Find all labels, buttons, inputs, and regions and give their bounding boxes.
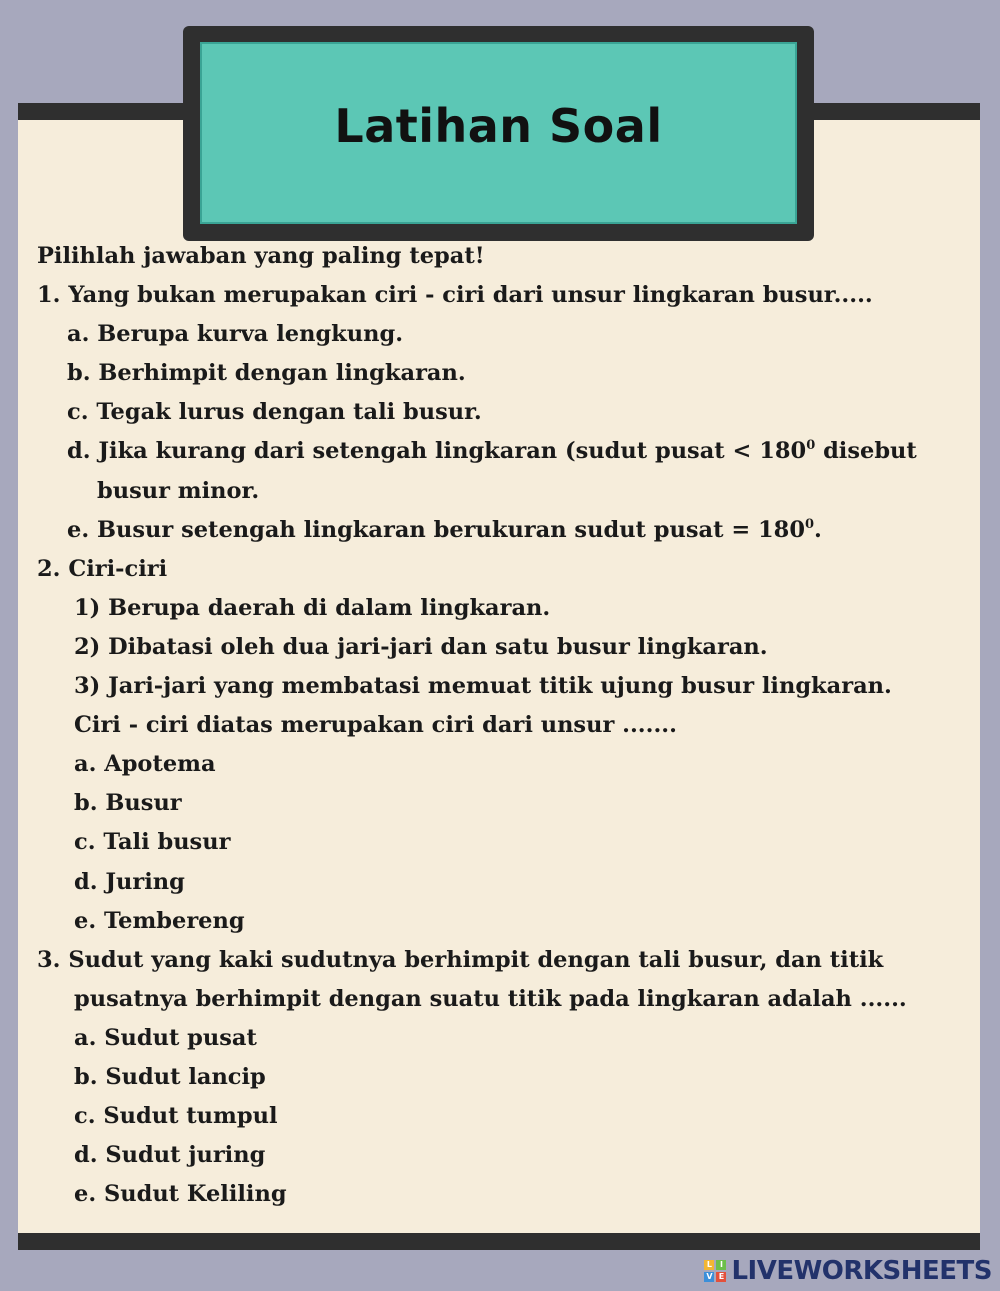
question-2-point-3: 3) Jari-jari yang membatasi memuat titik ujung busur lingkaran.	[74, 673, 892, 700]
question-1-option-b[interactable]: b. Berhimpit dengan lingkaran.	[67, 360, 466, 387]
logo-text: LIVEWORKSHEETS	[731, 1256, 992, 1286]
bottom-divider-bar	[18, 1233, 980, 1250]
question-3-option-c[interactable]: c. Sudut tumpul	[74, 1103, 278, 1130]
question-3-option-a[interactable]: a. Sudut pusat	[74, 1024, 257, 1051]
question-1-option-d-continued: busur minor.	[97, 477, 260, 504]
degree-superscript: 0	[805, 516, 815, 532]
question-3-option-d[interactable]: d. Sudut juring	[74, 1142, 266, 1169]
question-1-option-e-text: e. Busur setengah lingkaran berukuran sudut pusat = 180	[67, 516, 805, 543]
question-2-option-a[interactable]: a. Apotema	[74, 751, 216, 778]
liveworksheets-logo	[704, 1253, 992, 1289]
question-1-option-d[interactable]	[37, 432, 967, 471]
title-banner	[183, 26, 814, 241]
logo-mark-cell: V	[706, 1272, 713, 1281]
logo-mark-cell: E	[716, 1272, 726, 1282]
question-1-option-d-text: d. Jika kurang dari setengah lingkaran (sudut pusat < 180	[67, 438, 807, 465]
question-1-option-a[interactable]: a. Berupa kurva lengkung.	[67, 321, 404, 348]
question-2-option-c[interactable]: c. Tali busur	[74, 829, 231, 856]
instruction: Pilihlah jawaban yang paling tepat!	[37, 243, 485, 269]
question-1-option-d-tail: disebut	[815, 438, 917, 465]
question-1-option-e[interactable]	[37, 511, 967, 550]
question-2-point-2: 2) Dibatasi oleh dua jari-jari dan satu busur lingkaran.	[74, 633, 768, 660]
degree-superscript: 0	[806, 438, 816, 454]
logo-mark-icon	[704, 1260, 726, 1282]
question-3-option-b[interactable]: b. Sudut lancip	[74, 1063, 266, 1090]
question-2-point-1: 1) Berupa daerah di dalam lingkaran.	[74, 594, 551, 621]
question-2-option-b[interactable]: b. Busur	[74, 790, 182, 817]
logo-mark-cell: L	[704, 1260, 714, 1270]
question-1-option-c[interactable]: c. Tegak lurus dengan tali busur.	[67, 399, 482, 426]
question-2-option-e[interactable]: e. Tembereng	[74, 907, 245, 934]
question-1-stem: 1. Yang bukan merupakan ciri - ciri dari unsur lingkaran busur.....	[37, 282, 873, 309]
worksheet-content	[37, 237, 967, 1214]
question-1-option-e-tail: .	[814, 516, 822, 543]
question-3-stem-continued: pusatnya berhimpit dengan suatu titik pada lingkaran adalah ......	[74, 985, 907, 1012]
question-2-stem: 2. Ciri-ciri	[37, 555, 168, 582]
page-title: Latihan Soal	[334, 99, 663, 153]
question-3-stem: 3. Sudut yang kaki sudutnya berhimpit dengan tali busur, dan titik	[37, 946, 884, 973]
title-panel	[200, 42, 797, 224]
question-3-option-e[interactable]: e. Sudut Keliling	[74, 1181, 287, 1208]
question-2-option-d[interactable]: d. Juring	[74, 868, 185, 895]
logo-mark-cell: I	[716, 1260, 726, 1270]
question-2-ask: Ciri - ciri diatas merupakan ciri dari unsur .......	[74, 712, 677, 739]
